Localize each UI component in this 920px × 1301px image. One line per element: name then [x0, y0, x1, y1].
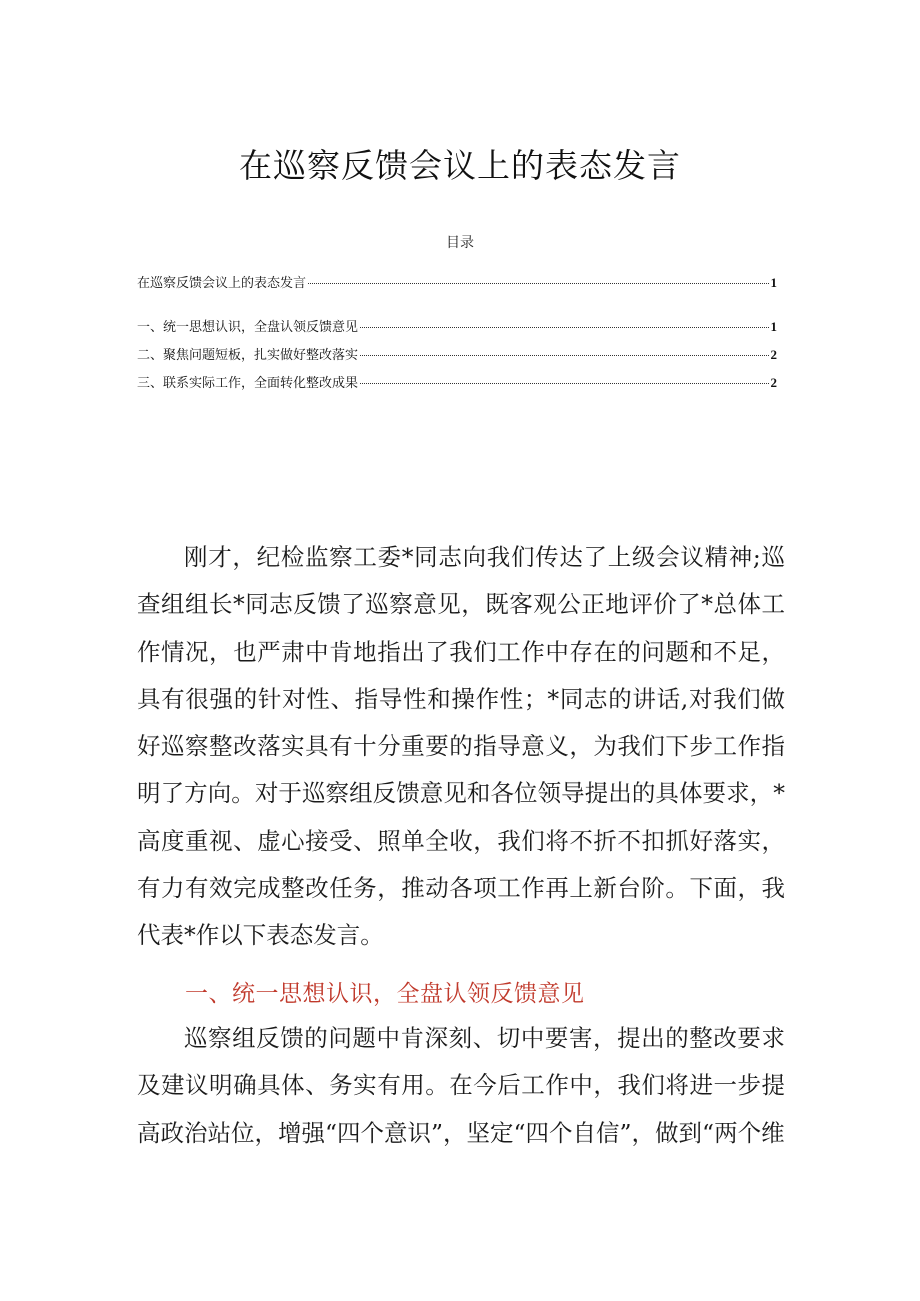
section-heading: 一、统一思想认识，全盘认领反馈意见	[185, 981, 585, 1007]
document-title: 在巡察反馈会议上的表态发言	[239, 146, 681, 185]
body-paragraph: 巡察组反馈的问题中肯深刻、切中要害，提出的整改要求及建议明确具体、务实有用。在今后工作中，我们将进一步提高政治站位，增强“四个意识”，坚定“四个自信”，做到“两个维	[137, 1024, 785, 1147]
toc-page-number: 2	[770, 375, 777, 390]
toc-entry[interactable]	[137, 372, 777, 391]
body-paragraph-block	[137, 1015, 785, 1157]
toc-leader	[308, 283, 768, 284]
toc-entry[interactable]	[137, 272, 777, 291]
body-paragraph: 刚才，纪检监察工委*同志向我们传达了上级会议精神;巡查组组长*同志反馈了巡察意见，既客观公正地评价了*总体工作情况，也严肃中肯地指出了我们工作中存在的问题和不足，具有很强的针对性、指导性和操作性；*同志的讲话,对我们做好巡察整改落实具有十分重要的指导意义，为我们下步工作指明了方向。对于巡察组反馈意见和各位领导提出的具体要求，*高度重视、虚心接受、照单全收，我们将不折不扣抓好落实，有力有效完成整改任务，推动各项工作再上新台阶。下面，我代表*作以下表态发言。	[137, 543, 785, 950]
toc-entry-label: 二、聚焦问题短板，扎实做好整改落实	[137, 348, 359, 363]
toc-leader	[360, 355, 768, 356]
toc-leader	[360, 327, 768, 328]
toc-heading: 目录	[446, 235, 474, 251]
toc-entry-label: 在巡察反馈会议上的表态发言	[137, 276, 307, 291]
toc-page-number: 1	[770, 319, 777, 334]
toc-page-number: 2	[770, 347, 777, 362]
toc-entry-label: 三、联系实际工作，全面转化整改成果	[137, 376, 359, 391]
toc-page-number: 1	[770, 275, 777, 290]
toc-entry[interactable]	[137, 344, 777, 363]
toc-entry-label: 一、统一思想认识，全盘认领反馈意见	[137, 320, 359, 335]
toc-leader	[360, 383, 768, 384]
body-paragraph-block	[137, 534, 785, 960]
toc-entry[interactable]	[137, 316, 777, 335]
